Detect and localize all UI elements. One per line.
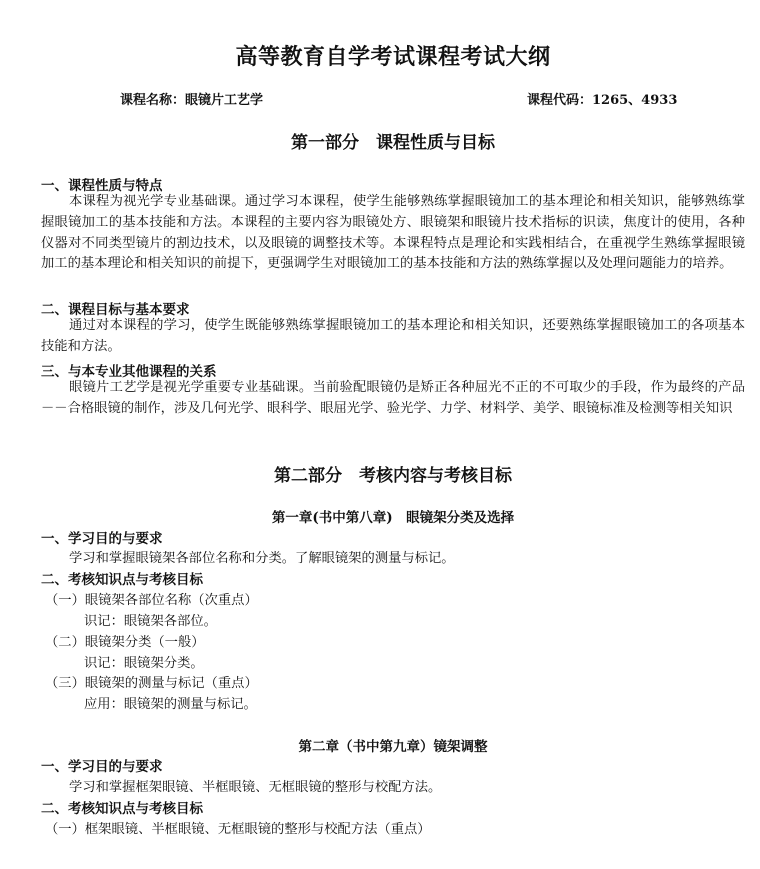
knowledge-point: （三）眼镜架的测量与标记（重点） (45, 676, 258, 691)
section-heading: 二、考核知识点与考核目标 (41, 572, 203, 588)
section-paragraph: 本课程为视光学专业基础课。通过学习本课程，使学生能够熟练掌握眼镜加工的基本理论和相关知识，能够熟练掌握眼镜加工的基本技能和方法。本课程的主要内容为眼镜处方、眼镜架和眼镜片技术指标的识读，焦度计的使用，各种仪器对不同类型镜片的割边技术，以及眼镜的调整技术等。本课程特点是理论和实践相结合，在重视学生熟练掌握眼镜加工的基本理论和相关知识的前提下，更强调学生对眼镜加工的基本技能和方法的熟练掌握以及处理问题能力的培养。 (41, 194, 745, 272)
part2-title: 第二部分 考核内容与考核目标 (274, 466, 512, 486)
document-title: 高等教育自学考试课程考试大纲 (235, 44, 551, 70)
section-heading: 二、课程目标与基本要求 (41, 302, 190, 318)
part1-title: 第一部分 课程性质与目标 (291, 133, 495, 153)
knowledge-point: （二）眼镜架分类（一般） (45, 635, 205, 650)
section-heading: 一、学习目的与要求 (41, 531, 163, 547)
section-text: 学习和掌握框架眼镜、半框眼镜、无框眼镜的整形与校配方法。 (69, 780, 442, 795)
section-heading: 二、考核知识点与考核目标 (41, 801, 203, 817)
section-heading: 三、与本专业其他课程的关系 (41, 364, 217, 380)
section-paragraph: 通过对本课程的学习，使学生既能够熟练掌握眼镜加工的基本理论和相关知识，还要熟练掌握眼镜加工的各项基本技能和方法。 (41, 318, 745, 354)
section-heading: 一、学习目的与要求 (41, 759, 163, 775)
course-name: 课程名称：眼镜片工艺学 (120, 93, 264, 108)
knowledge-point: （一）框架眼镜、半框眼镜、无框眼镜的整形与校配方法（重点） (45, 822, 431, 837)
section-heading: 一、课程性质与特点 (41, 178, 163, 194)
knowledge-point: （一）眼镜架各部位名称（次重点） (45, 593, 258, 608)
chapter-title: 第一章(书中第八章) 眼镜架分类及选择 (271, 510, 515, 526)
chapter-title: 第二章（书中第九章）镜架调整 (298, 739, 488, 755)
section-text: 学习和掌握眼镜架各部位名称和分类。了解眼镜架的测量与标记。 (69, 551, 455, 566)
section-paragraph: 眼镜片工艺学是视光学重要专业基础课。当前验配眼镜仍是矫正各种屈光不正的不可取少的手段，作为最终的产品－－合格眼镜的制作，涉及几何光学、眼科学、眼屈光学、验光学、力学、材料学、美学、眼镜标准及检测等相关知识 (41, 380, 745, 416)
knowledge-requirement: 识记：眼镜架分类。 (84, 656, 204, 671)
knowledge-requirement: 识记：眼镜架各部位。 (84, 614, 217, 629)
course-code: 课程代码：1265、4933 (527, 93, 678, 108)
knowledge-requirement: 应用：眼镜架的测量与标记。 (84, 697, 257, 712)
